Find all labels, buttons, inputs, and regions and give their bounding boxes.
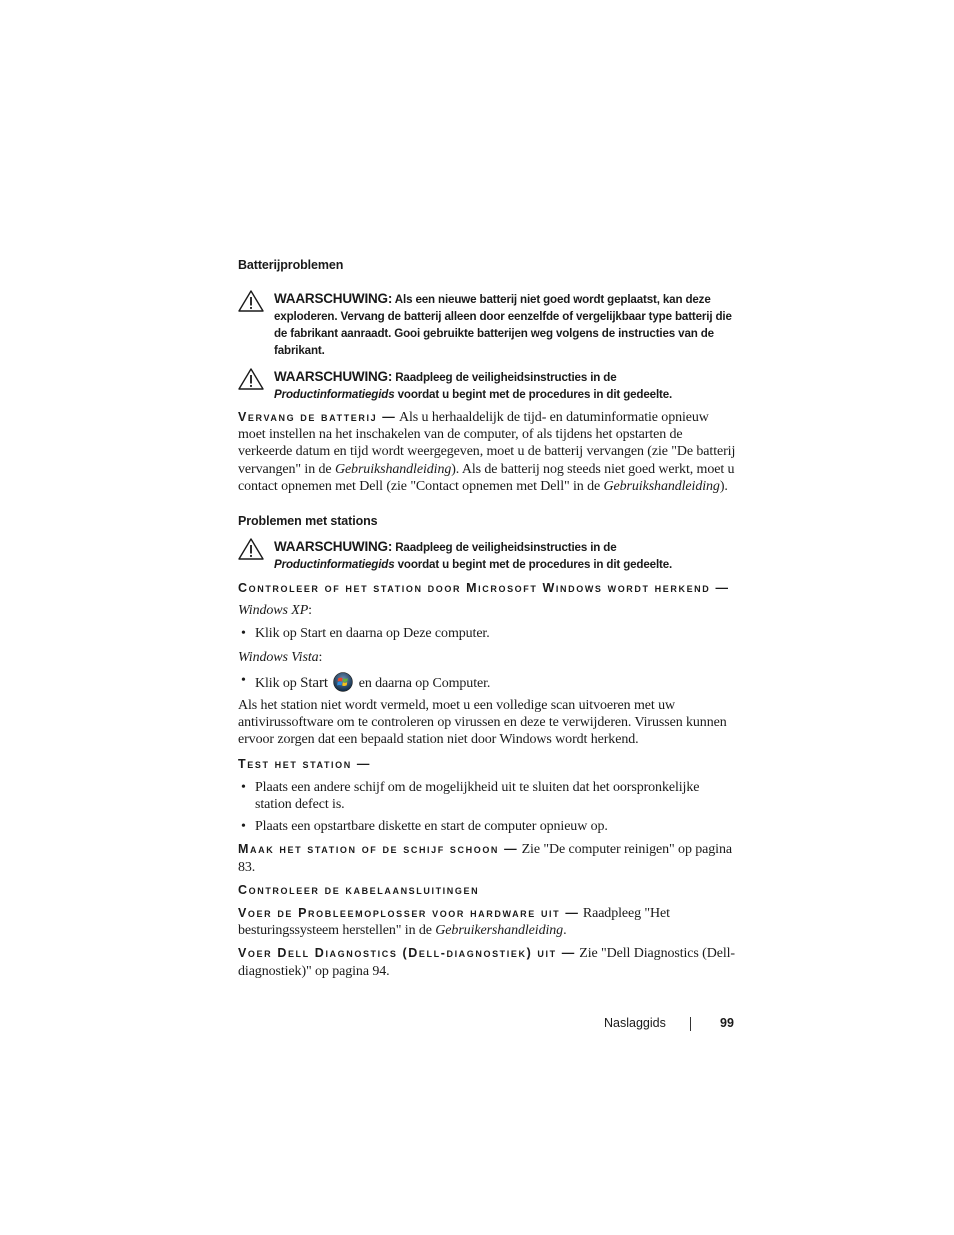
li-text: . (486, 626, 490, 642)
li-text: Plaats een andere schijf om de mogelijkheid uit te sluiten dat het oorspronkelijke station defect is. (255, 779, 700, 813)
warning-battery-safety (238, 368, 736, 403)
warning-text-end: voordat u begint met de procedures in dit gedeelte. (394, 388, 673, 401)
heading-drive-problems: Problemen met stations (238, 514, 378, 529)
windows-vista-label: Windows Vista (238, 649, 319, 665)
clean-drive-text: Zie "De computer reinigen" op pagina 83. (238, 842, 732, 875)
user-guide-ref: Gebruikershandleiding (435, 923, 564, 939)
li-text: Plaats een opstartbare diskette en start de computer opnieuw op. (255, 819, 608, 835)
replace-battery-text-3: ). (719, 478, 728, 494)
check-windows-lead-para (238, 580, 736, 597)
replace-battery-paragraph (238, 409, 736, 495)
warning-icon (238, 538, 264, 560)
check-windows-lead: Controleer of het station door Microsoft Windows wordt herkend — (238, 581, 730, 596)
bullet: • (241, 672, 246, 688)
warning-icon (238, 368, 264, 390)
warning-text: Raadpleeg de veiligheidsinstructies in de (392, 541, 617, 555)
list-item (238, 779, 736, 813)
clean-drive-paragraph (238, 841, 736, 875)
windows-xp-label: Windows XP (238, 603, 309, 619)
colon: : (308, 603, 312, 619)
warning-label: WAARSCHUWING: (274, 291, 393, 306)
warning-icon (238, 290, 264, 312)
period: . (563, 923, 567, 939)
list-item-xp (238, 625, 736, 642)
warning-label: WAARSCHUWING: (274, 369, 393, 384)
page-number: 99 (720, 1016, 734, 1030)
replace-battery-text-2: ). Als de batterij nog steeds niet goed werkt, moet u contact opnemen met Dell (zie "Contact opnemen met Dell" in de (238, 461, 735, 494)
li-text: en daarna op (326, 626, 404, 642)
troubleshooter-text: Raadpleeg "Het besturingssysteem herstellen" in de (238, 906, 670, 939)
test-drive-lead: Test het station — (238, 756, 372, 771)
troubleshooter-paragraph (238, 905, 736, 939)
page-content (238, 258, 736, 980)
start-label: Start (300, 626, 327, 642)
heading-battery-problems: Batterijproblemen (238, 258, 344, 272)
cables-lead: Controleer de kabelaansluitingen (238, 882, 480, 897)
li-text: Klik op (255, 626, 301, 642)
warning-text: Raadpleeg de veiligheidsinstructies in de (392, 371, 617, 384)
clean-drive-lead: Maak het station of de schijf schoon — (238, 842, 519, 857)
windows-vista-label-para (238, 649, 736, 666)
warning-guide-name: Productinformatiegids (274, 388, 395, 401)
bullet: • (241, 779, 246, 795)
windows-start-orb-icon (333, 672, 353, 692)
diagnostics-text: Zie "Dell Diagnostics (Dell-diagnostiek)" op pagina 94. (238, 946, 735, 979)
replace-battery-text: Als u herhaaldelijk de tijd- en datuminformatie opnieuw moet instellen na het inschakelen van de computer, of als tijdens het opstarten de verkeerde datum en tijd wordt weergegeven, moet u de batterij vervangen (zie "De batterij vervangen" in de (238, 410, 736, 477)
colon: : (318, 649, 323, 665)
warning-drive-safety (238, 538, 736, 573)
diagnostics-paragraph (238, 945, 736, 979)
test-drive-lead-para (238, 756, 736, 773)
footer-separator (690, 1017, 691, 1031)
li-text: en daarna op (355, 675, 433, 691)
my-computer-label: Deze computer (403, 626, 487, 642)
bullet: • (241, 819, 246, 835)
user-guide-ref: Gebruikshandleiding (334, 461, 452, 477)
start-label: Start (300, 674, 328, 691)
warning-text: Als een nieuwe batterij niet goed wordt geplaatst, kan deze exploderen. Vervang de batterij alleen door eenzelfde of vergelijkbaar type batterij die de fabrikant aanraadt. Gooi gebruikte batterijen weg volgens de instructies van de fabrikant. (274, 293, 732, 357)
computer-label: Computer (432, 675, 487, 691)
windows-xp-label-para (238, 602, 736, 619)
diagnostics-lead: Voer Dell Diagnostics (Dell-diagnostiek) uit — (238, 946, 576, 961)
warning-text-end: voordat u begint met de procedures in dit gedeelte. (394, 558, 673, 572)
troubleshooter-lead: Voer de Probleemoplosser voor hardware uit — (238, 906, 580, 921)
warning-guide-name: Productinformatiegids (274, 558, 395, 572)
warning-battery-explode (238, 290, 736, 359)
li-text: . (486, 675, 491, 691)
bullet: • (241, 626, 246, 642)
user-guide-ref-2: Gebruikshandleiding (603, 478, 720, 494)
footer-label: Naslaggids (604, 1016, 666, 1030)
antivirus-paragraph: Als het station niet wordt vermeld, moet u een volledige scan uitvoeren met uw antivirussoftware om te controleren op virussen en deze te verwijderen. Virussen kunnen ervoor zorgen dat een bepaald station niet door Windows wordt herkend. (238, 698, 727, 748)
replace-battery-lead: Vervang de batterij — (238, 410, 397, 424)
li-text: Klik op (255, 675, 301, 691)
cables-lead-para (238, 882, 736, 899)
list-item-vista (238, 672, 736, 692)
warning-label: WAARSCHUWING: (274, 539, 393, 555)
list-item (238, 818, 736, 835)
